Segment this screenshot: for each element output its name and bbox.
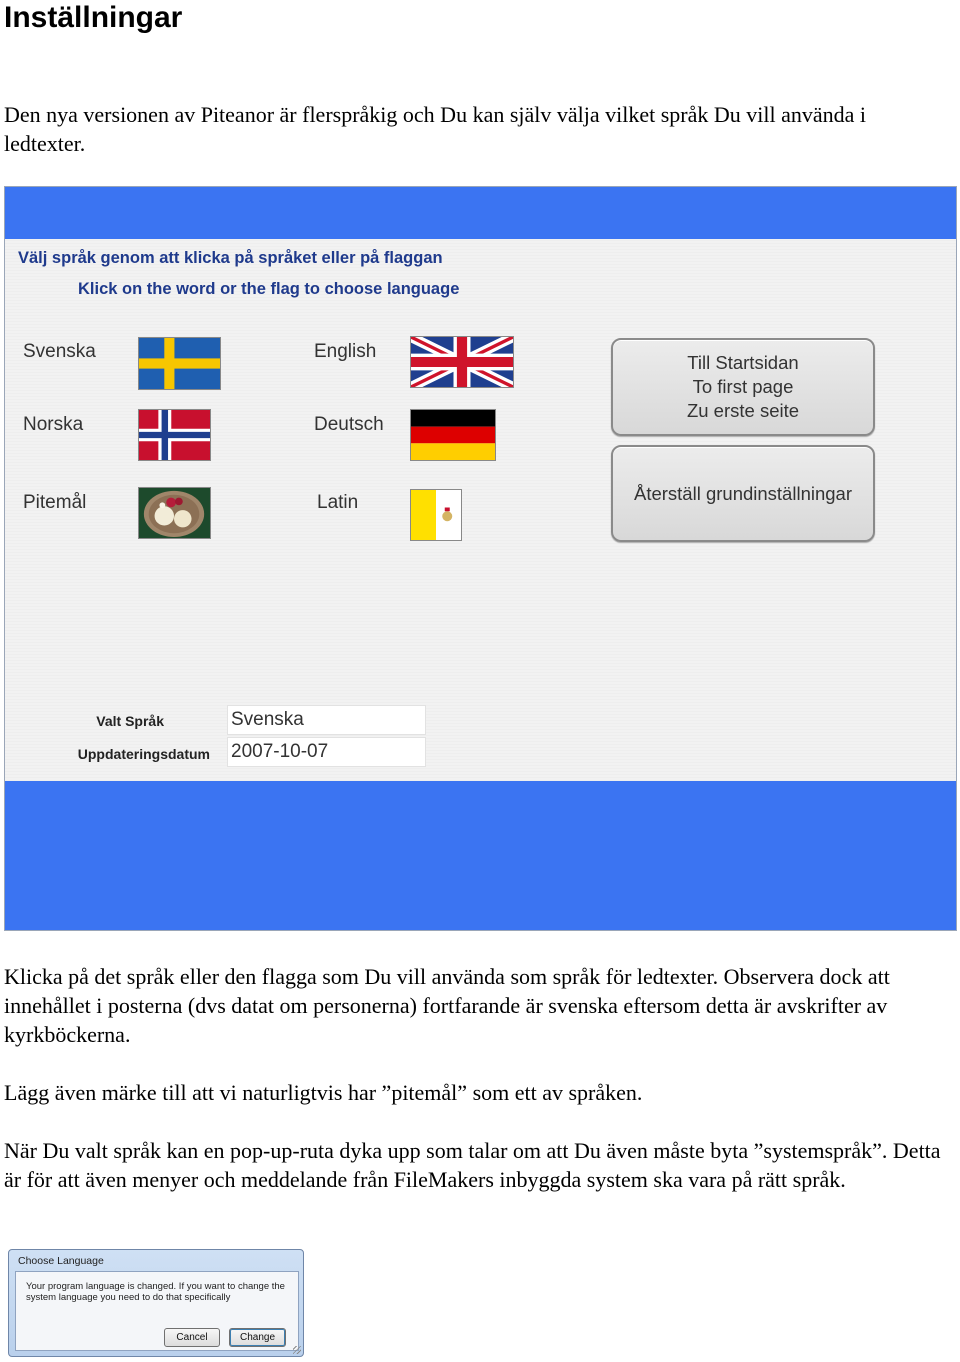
language-pitemal[interactable]: Pitemål (23, 492, 87, 513)
instruction-english: Klick on the word or the flag to choose language (78, 280, 460, 298)
intro-paragraph: Den nya versionen av Piteanor är flerspråkig och Du kan själv välja vilket språk Du vill använda i ledtexter. (4, 102, 867, 156)
dialog-body (15, 1271, 299, 1351)
change-button[interactable]: Change (229, 1328, 286, 1347)
sweden-flag-icon[interactable] (138, 337, 221, 390)
reset-button-label: Återställ grundinställningar (633, 482, 852, 504)
reset-defaults-button[interactable] (611, 445, 875, 542)
language-latin[interactable]: Latin (317, 492, 359, 513)
uk-flag-icon[interactable] (410, 336, 514, 388)
update-date-field[interactable]: 2007-10-07 (227, 737, 426, 767)
dialog-title: Choose Language (18, 1255, 104, 1267)
vatican-flag-icon[interactable] (410, 489, 462, 541)
instruction-swedish: Välj språk genom att klicka på språket eller på flaggan (18, 249, 443, 267)
home-button[interactable] (611, 338, 875, 436)
norway-flag-icon[interactable] (138, 409, 211, 461)
resize-grip-icon[interactable] (293, 1346, 301, 1354)
cancel-button[interactable]: Cancel (164, 1328, 220, 1347)
settings-panel (5, 239, 957, 781)
language-settings-screenshot (4, 186, 957, 931)
language-english[interactable]: English (314, 341, 377, 362)
language-svenska[interactable]: Svenska (23, 341, 96, 362)
page-heading: Inställningar (4, 1, 183, 34)
home-button-line-2: To first page (692, 376, 794, 397)
update-date-label: Uppdateringsdatum (77, 746, 210, 762)
body-paragraph-3: När Du valt språk kan en pop-up-ruta dyka upp som talar om att Du även måste byta ”systemspråk”. Detta är för att även menyer och meddelande från FileMakers inbyggda system ska vara på rätt språk. (4, 1138, 941, 1192)
pitemal-food-icon[interactable] (138, 487, 211, 539)
choose-language-dialog (8, 1249, 304, 1357)
language-norska[interactable]: Norska (23, 414, 84, 435)
body-paragraph-1: Klicka på det språk eller den flagga som Du vill använda som språk för ledtexter. Observera dock att innehållet i posterna (dvs datat om personerna) fortfarande är svenska eftersom detta är avskrifter av kyrkböckerna. (4, 964, 890, 1047)
home-button-line-1: Till Startsidan (687, 352, 799, 373)
home-button-line-3: Zu erste seite (686, 400, 800, 421)
dialog-message: Your program language is changed. If you want to change the system language you need to do that specifically (26, 1281, 285, 1303)
selected-language-label: Valt Språk (96, 713, 164, 729)
selected-language-field[interactable]: Svenska (227, 705, 426, 735)
body-paragraph-2: Lägg även märke till att vi naturligtvis har ”pitemål” som ett av språken. (4, 1080, 643, 1105)
language-deutsch[interactable]: Deutsch (314, 414, 384, 435)
germany-flag-icon[interactable] (410, 409, 496, 461)
